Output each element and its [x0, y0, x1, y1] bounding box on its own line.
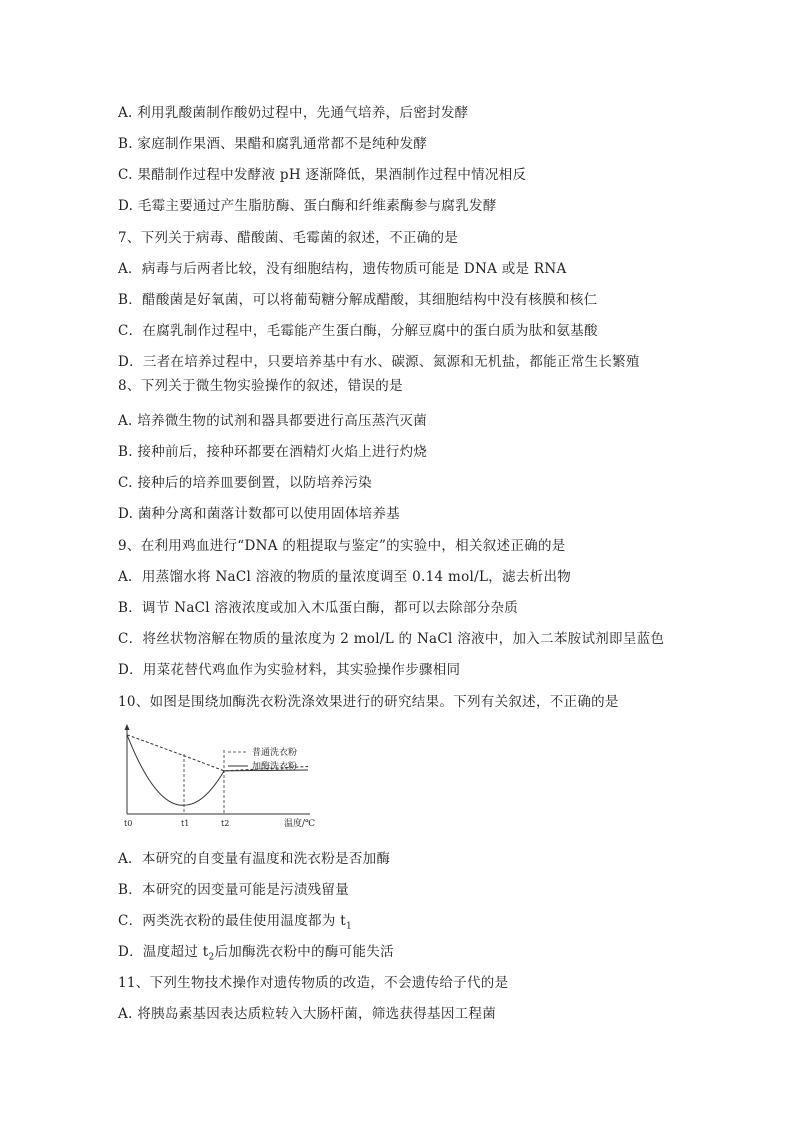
q10-option-b: B．本研究的因变量可能是污渍残留量	[118, 882, 350, 898]
q10-option-c	[118, 912, 352, 936]
q8-option-c: C. 接种后的培养皿要倒置，以防培养污染	[118, 475, 372, 491]
q10-stem: 10、如图是围绕加酶洗衣粉洗涤效果进行的研究结果。下列有关叙述，不正确的是	[118, 694, 619, 710]
q9-option-c: C．将丝状物溶解在物质的量浓度为 2 mol/L 的 NaCl 溶液中，加入二苯胺试剂即呈蓝色	[118, 631, 665, 647]
q10-option-d-text-post: 后加酶洗衣粉中的酶可能失活	[214, 944, 394, 960]
q8-option-a: A. 培养微生物的试剂和器具都要进行高压蒸汽灭菌	[118, 413, 428, 429]
q8-option-b: B. 接种前后，接种环都要在酒精灯火焰上进行灼烧	[118, 444, 428, 460]
q11-stem: 11、下列生物技术操作对遗传物质的改造，不会遗传给子代的是	[118, 975, 509, 991]
q7-stem: 7、下列关于病毒、醋酸菌、毛霉菌的叙述，不正确的是	[118, 230, 459, 246]
q8-stem: 8、下列关于微生物实验操作的叙述，错误的是	[118, 378, 403, 394]
q7-option-c: C．在腐乳制作过程中，毛霉能产生蛋白酶，分解豆腐中的蛋白质为肽和氨基酸	[118, 323, 598, 339]
x-tick-label-t0: t0	[124, 819, 133, 828]
q10-option-d-subscript: 2	[208, 952, 215, 963]
q6-option-a: A. 利用乳酸菌制作酸奶过程中，先通气培养，后密封发酵	[118, 105, 469, 121]
q7-option-a: A．病毒与后两者比较，没有细胞结构，遗传物质可能是 DNA 或是 RNA	[118, 261, 567, 277]
x-tick-labels	[124, 819, 229, 828]
q7-option-b: B．醋酸菌是好氧菌，可以将葡萄糖分解成醋酸，其细胞结构中没有核膜和核仁	[118, 292, 598, 308]
q10-option-d-text-pre: D．温度超过 t	[118, 944, 209, 960]
q6-option-d: D. 毛霉主要通过产生脂肪酶、蛋白酶和纤维素酶参与腐乳发酵	[118, 198, 497, 214]
q10-option-c-text: C．两类洗衣粉的最佳使用温度都为 t	[118, 913, 346, 929]
legend	[228, 746, 297, 772]
x-tick-label-t1: t1	[181, 819, 190, 828]
q10-option-d	[118, 943, 394, 967]
q6-option-b: B. 家庭制作果酒、果醋和腐乳通常都不是纯种发酵	[118, 136, 428, 152]
q8-option-d: D. 菌种分离和菌落计数都可以使用固体培养基	[118, 506, 401, 522]
x-axis-label: 温度/℃	[284, 819, 316, 829]
q7-option-d: D．三者在培养过程中，只要培养基中有水、碳源、氮源和无机盐，都能正常生长繁殖	[118, 354, 640, 370]
q10-option-a: A．本研究的自变量有温度和洗衣粉是否加酶	[118, 851, 391, 867]
q9-option-a: A．用蒸馏水将 NaCl 溶液的物质的量浓度调至 0.14 mol/L，滤去析出物	[118, 569, 572, 585]
q11-option-a: A. 将胰岛素基因表达质粒转入大肠杆菌，筛选获得基因工程菌	[118, 1006, 497, 1022]
detergent-chart	[118, 722, 318, 834]
x-tick-label-t2: t2	[221, 819, 230, 828]
q9-stem: 9、在利用鸡血进行“DNA 的粗提取与鉴定”的实验中，相关叙述正确的是	[118, 538, 566, 554]
legend-label-enzyme: 加酶洗衣粉	[252, 762, 298, 772]
q9-option-b: B．调节 NaCl 溶液浓度或加入木瓜蛋白酶，都可以去除部分杂质	[118, 600, 519, 616]
q10-option-c-subscript: 1	[345, 921, 352, 932]
q9-option-d: D．用菜花替代鸡血作为实验材料，其实验操作步骤相同	[118, 662, 461, 678]
q6-option-c: C. 果醋制作过程中发酵液 pH 逐渐降低，果酒制作过程中情况相反	[118, 167, 527, 183]
legend-label-normal: 普通洗衣粉	[252, 748, 298, 758]
